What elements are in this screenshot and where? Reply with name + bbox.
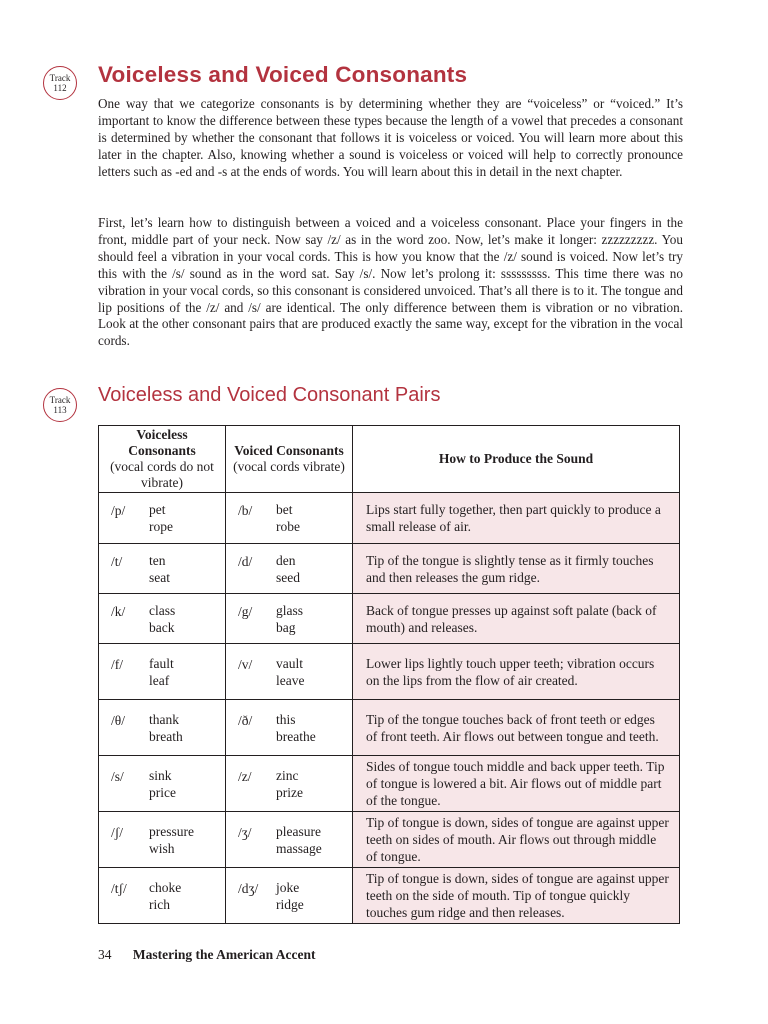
track-label: Track [49, 395, 71, 405]
voiceless-words [149, 767, 221, 801]
track-number: 112 [53, 83, 67, 93]
example-word: pleasure [276, 823, 321, 839]
voiceless-cell [99, 756, 226, 812]
production-description: Back of tongue presses up against soft palate (back of mouth) and releases. [353, 594, 680, 644]
voiceless-symbol: /p/ [111, 503, 126, 518]
voiced-symbol: /b/ [238, 503, 253, 518]
example-word: price [149, 784, 176, 800]
example-word: leaf [149, 672, 170, 688]
voiced-symbol: /v/ [238, 656, 253, 672]
voiceless-symbol: /k/ [111, 603, 126, 619]
example-word: ridge [276, 896, 304, 912]
table-row [99, 700, 680, 756]
voiced-words [276, 655, 348, 689]
example-word: vault [276, 655, 303, 671]
example-word: breathe [276, 728, 316, 744]
voiced-cell [226, 493, 353, 544]
voiceless-symbol: /ʃ/ [111, 824, 123, 840]
voiceless-symbol: /tʃ/ [111, 880, 127, 896]
voiced-cell [226, 644, 353, 700]
voiceless-words [149, 711, 221, 745]
voiced-words [276, 879, 348, 913]
example-word: glass [276, 602, 303, 618]
example-word: seed [276, 569, 300, 585]
instruction-paragraph: First, let’s learn how to distinguish between a voiced and a voiceless consonant. Place your fingers in the front, middle part of your neck. Now say /z/ as in the word zoo. Now, let’s make it longer: zzzzzzzzz. You should feel a vibration in your vocal cords. This is how you know that the /z/ sound is voiced. Now let’s try this with the /s/ sound as in the word sat. Say /s/. Now let’s prolong it: sssssssss. This time there was no vibration in your vocal cords, so this consonant is considered unvoiced. That’s all there is to it. The tongue and lip positions of the /z/ and /s/ are identical. The only difference between them is vibration or no vibration. Look at the other consonant pairs that are produced exactly the same way, except for the vibration in the vocal cords. [98, 215, 683, 349]
example-word: den [276, 552, 296, 568]
voiceless-header [99, 426, 226, 493]
voiceless-symbol: /θ/ [111, 712, 125, 728]
table-row [99, 594, 680, 644]
track-number: 113 [53, 405, 67, 415]
production-description: Tip of the tongue touches back of front teeth or edges of front teeth. Air flows out between tongue and teeth. [353, 700, 680, 756]
voiced-symbol: /ʒ/ [238, 824, 252, 840]
example-word: back [149, 619, 175, 635]
voiced-cell [226, 544, 353, 594]
book-title: Mastering the American Accent [132, 947, 316, 962]
production-description: Lower lips lightly touch upper teeth; vibration occurs on the lips from the flow of air created. [353, 644, 680, 700]
voiceless-cell [99, 700, 226, 756]
example-word: zinc [276, 767, 299, 783]
voiceless-words [149, 552, 221, 586]
track-label: Track [49, 73, 71, 83]
example-word: bag [276, 619, 296, 635]
example-word: choke [149, 879, 182, 895]
voiced-words [276, 711, 348, 745]
voiceless-words [149, 879, 221, 913]
consonant-pairs-table [98, 425, 680, 924]
example-word: prize [276, 784, 303, 800]
voiced-cell [226, 812, 353, 868]
voiced-symbol: /dʒ/ [238, 880, 259, 896]
example-word: robe [276, 519, 300, 534]
voiced-words [276, 602, 348, 636]
table-row [99, 644, 680, 700]
example-word: this [276, 711, 296, 727]
page-footer [98, 947, 315, 963]
page-title: Voiceless and Voiced Consonants [98, 62, 468, 87]
voiced-symbol: /g/ [238, 603, 253, 619]
production-description: Tip of the tongue is slightly tense as it firmly touches and then releases the gum ridge. [353, 544, 680, 594]
voiced-words [276, 501, 348, 535]
voiceless-words [149, 655, 221, 689]
voiced-symbol: /d/ [238, 553, 253, 569]
voiceless-words [149, 823, 221, 857]
voiceless-cell [99, 812, 226, 868]
voiceless-words [149, 602, 221, 636]
example-word: thank [149, 711, 179, 727]
voiceless-words [149, 501, 221, 535]
voiced-words [276, 552, 348, 586]
voiceless-cell [99, 868, 226, 924]
production-description: Lips start fully together, then part quickly to produce a small release of air. [353, 493, 680, 544]
example-word: fault [149, 655, 174, 671]
example-word: pet [149, 502, 166, 517]
table-row [99, 493, 680, 544]
intro-paragraph: One way that we categorize consonants is by determining whether they are “voiceless” or “voiced.” It’s important to know the difference between these types because the length of a vowel that precedes a consonant is determined by whether the consonant that follows it is voiceless or voiced. You will learn more about this later in the chapter. Also, knowing whether a sound is voiceless or voiced will help to correctly pronounce letters such as -ed and -s at the ends of words. You will learn about this in detail in the next chapter. [98, 96, 683, 179]
voiceless-header-title: Voiceless Consonants [128, 427, 196, 458]
production-description: Tip of tongue is down, sides of tongue are against upper teeth on the side of mouth. Tip of tongue quickly touches gum ridge and then releases. [353, 868, 680, 924]
table-row [99, 812, 680, 868]
production-description: Sides of tongue touch middle and back upper teeth. Tip of tongue is lowered a bit. Air flows out of middle part of the tongue. [353, 756, 680, 812]
voiceless-symbol: /s/ [111, 768, 124, 784]
example-word: pressure [149, 823, 194, 839]
voiced-cell [226, 756, 353, 812]
voiced-cell [226, 594, 353, 644]
voiced-words [276, 767, 348, 801]
example-word: rope [149, 519, 173, 534]
page-number: 34 [98, 947, 112, 962]
voiced-symbol: /ð/ [238, 712, 253, 728]
voiced-words [276, 823, 348, 857]
example-word: bet [276, 502, 293, 517]
example-word: leave [276, 672, 305, 688]
table-header-row [99, 426, 680, 493]
example-word: ten [149, 552, 166, 568]
voiceless-cell [99, 544, 226, 594]
voiced-symbol: /z/ [238, 768, 252, 784]
example-word: seat [149, 569, 170, 585]
example-word: wish [149, 840, 175, 856]
how-header: How to Produce the Sound [353, 426, 680, 493]
example-word: class [149, 602, 176, 618]
track-113-badge [43, 388, 77, 422]
voiceless-symbol: /t/ [111, 553, 123, 569]
table-row [99, 868, 680, 924]
voiceless-cell [99, 594, 226, 644]
voiced-cell [226, 868, 353, 924]
example-word: breath [149, 728, 183, 744]
production-description: Tip of tongue is down, sides of tongue are against upper teeth on sides of mouth. Air flows out through middle of tongue. [353, 812, 680, 868]
example-word: massage [276, 840, 322, 856]
voiced-header-note: (vocal cords vibrate) [233, 459, 345, 474]
voiced-cell [226, 700, 353, 756]
voiced-header-title: Voiced Consonants [234, 443, 344, 458]
track-112-badge [43, 66, 77, 100]
example-word: sink [149, 767, 172, 783]
example-word: rich [149, 896, 170, 912]
voiceless-symbol: /f/ [111, 656, 123, 672]
voiceless-cell [99, 493, 226, 544]
example-word: joke [276, 879, 300, 895]
voiced-header [226, 426, 353, 493]
voiceless-header-note: (vocal cords do not vibrate) [110, 459, 214, 490]
section-subtitle: Voiceless and Voiced Consonant Pairs [98, 384, 441, 406]
table-row [99, 756, 680, 812]
voiceless-cell [99, 644, 226, 700]
table-row [99, 544, 680, 594]
